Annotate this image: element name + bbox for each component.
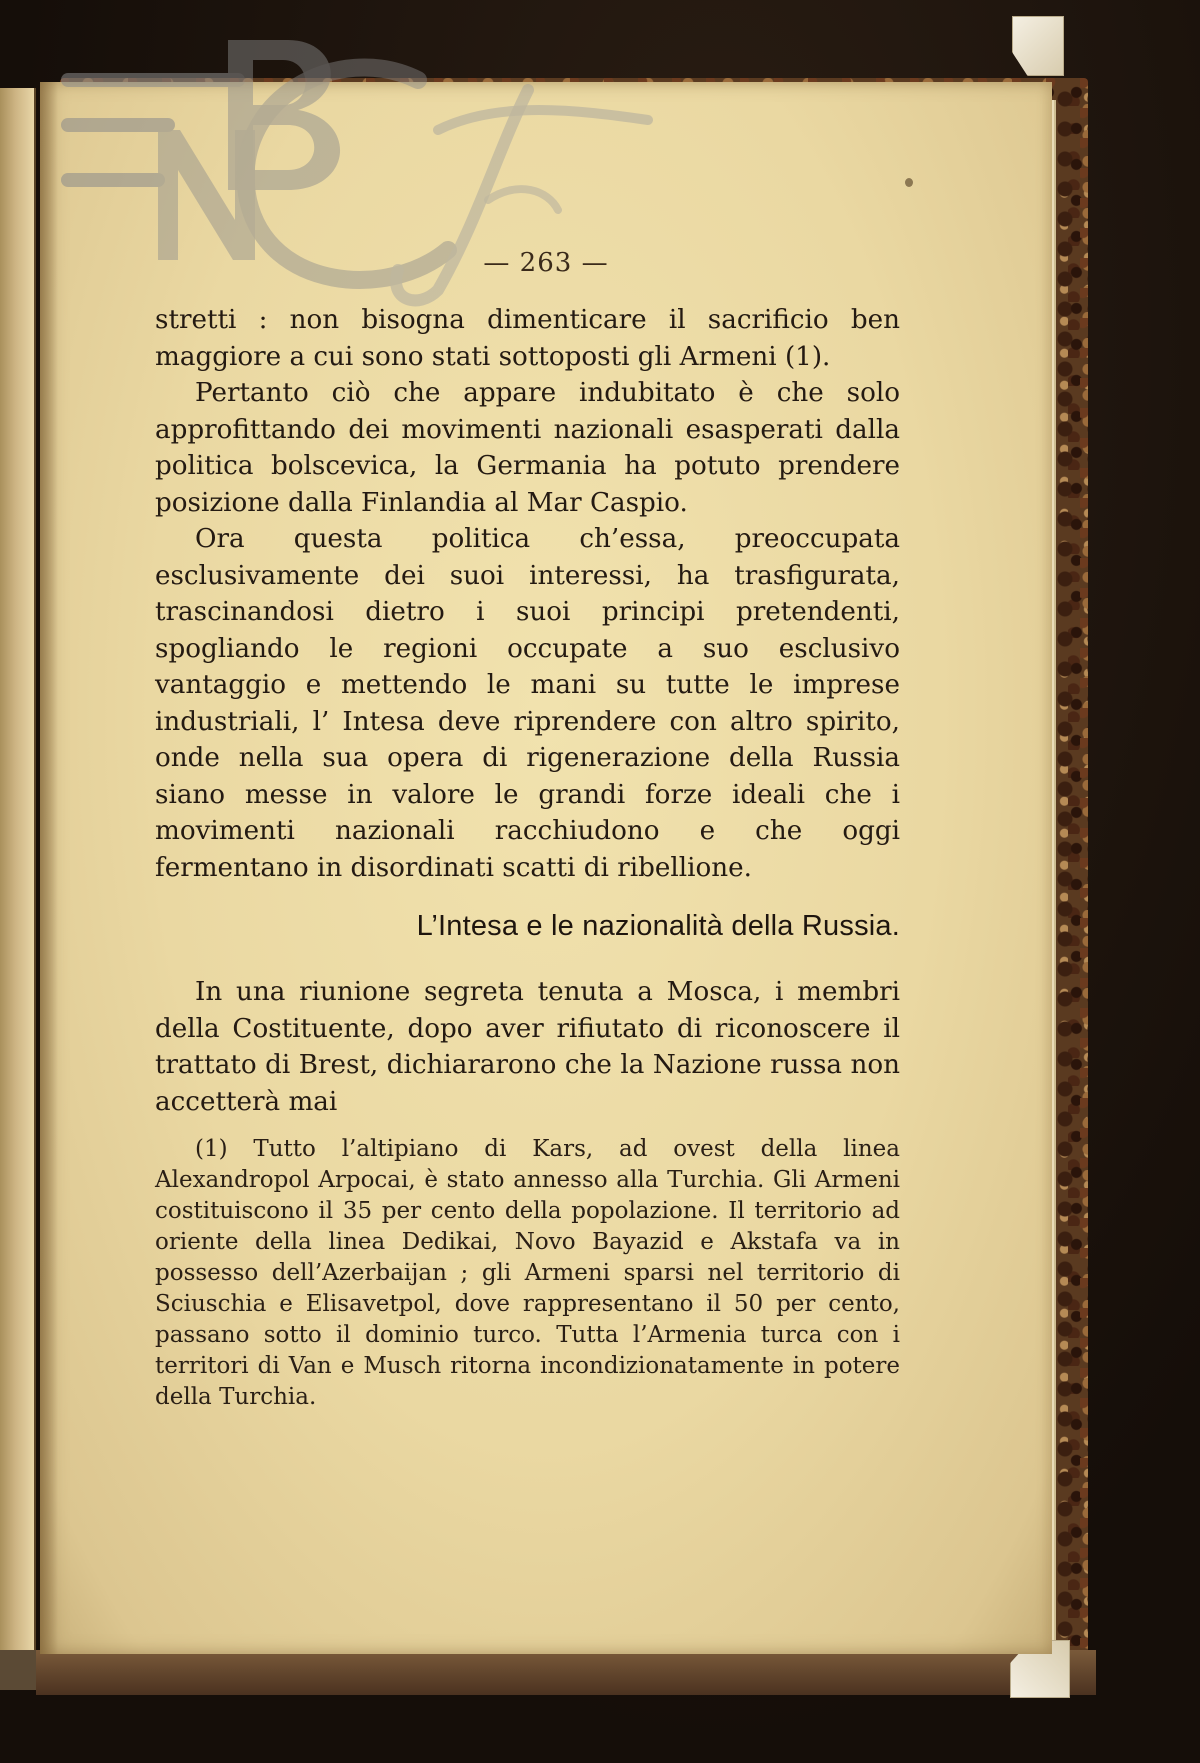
paragraph: Ora questa politica ch’essa, preoccupata esclusivamente dei suoi interessi, ha trasfigurata, trascinandosi dietro i suoi principi pretendenti, spogliando le regioni occupate a suo esclusivo vantaggio e mettendo le mani su tutte le imprese industriali, l’ Intesa deve riprendere con altro spirito, onde nella sua opera di rigenerazione della Russia siano messe in valore le grandi forze ideali che i movimenti nazionali racchiudono e che oggi fermentano in disordinati scatti di ribellione. bbox=[155, 524, 900, 883]
paper-speck bbox=[905, 178, 913, 187]
section-heading: L’Intesa e le nazionalità della Russia. bbox=[416, 910, 900, 942]
paragraph-continuation: stretti : non bisogna dimenticare il sacrificio ben maggiore a cui sono stati sottoposti gli Armeni (1). bbox=[155, 305, 900, 372]
body-text bbox=[155, 302, 900, 886]
left-board-edge bbox=[0, 1650, 36, 1690]
page-number: — 263 — bbox=[483, 248, 609, 278]
footnote-text: (1) Tutto l’altipiano di Kars, ad ovest della linea Alexandropol Arpocai, è stato annesso alla Turchia. Gli Armeni costituiscono il 35 per cento della popolazione. Il territorio ad oriente della linea Dedikai, Novo Bayazid e Akstafa va in possesso dell’Azerbaijan ; gli Armeni sparsi nel territorio di Sciuschia e Elisavetpol, dove rappresentano il 50 per cento, passano sotto il dominio turco. Tutta l’Armenia turca con i territori di Van e Musch ritorna incondizionatamente in potere della Turchia. bbox=[155, 1136, 900, 1410]
footnote bbox=[155, 1134, 900, 1413]
page-gutter-shadow bbox=[40, 82, 58, 1654]
section-text bbox=[155, 974, 900, 1120]
book-page bbox=[40, 82, 1052, 1654]
bncf-watermark-logo bbox=[48, 20, 698, 310]
book-corner-top bbox=[1012, 16, 1064, 76]
paragraph: Pertanto ciò che appare indubitato è che solo approfittando dei movimenti nazionali esasperati dalla politica bolscevica, la Germania ha potuto prendere posizione dalla Finlandia al Mar Caspio. bbox=[155, 378, 900, 518]
previous-page-edge bbox=[0, 88, 36, 1653]
paragraph: In una riunione segreta tenuta a Mosca, i membri della Costituente, dopo aver rifiutato di riconoscere il trattato di Brest, dichiararono che la Nazione russa non accetterà mai bbox=[155, 977, 900, 1117]
bottom-board-edge bbox=[36, 1650, 1096, 1695]
